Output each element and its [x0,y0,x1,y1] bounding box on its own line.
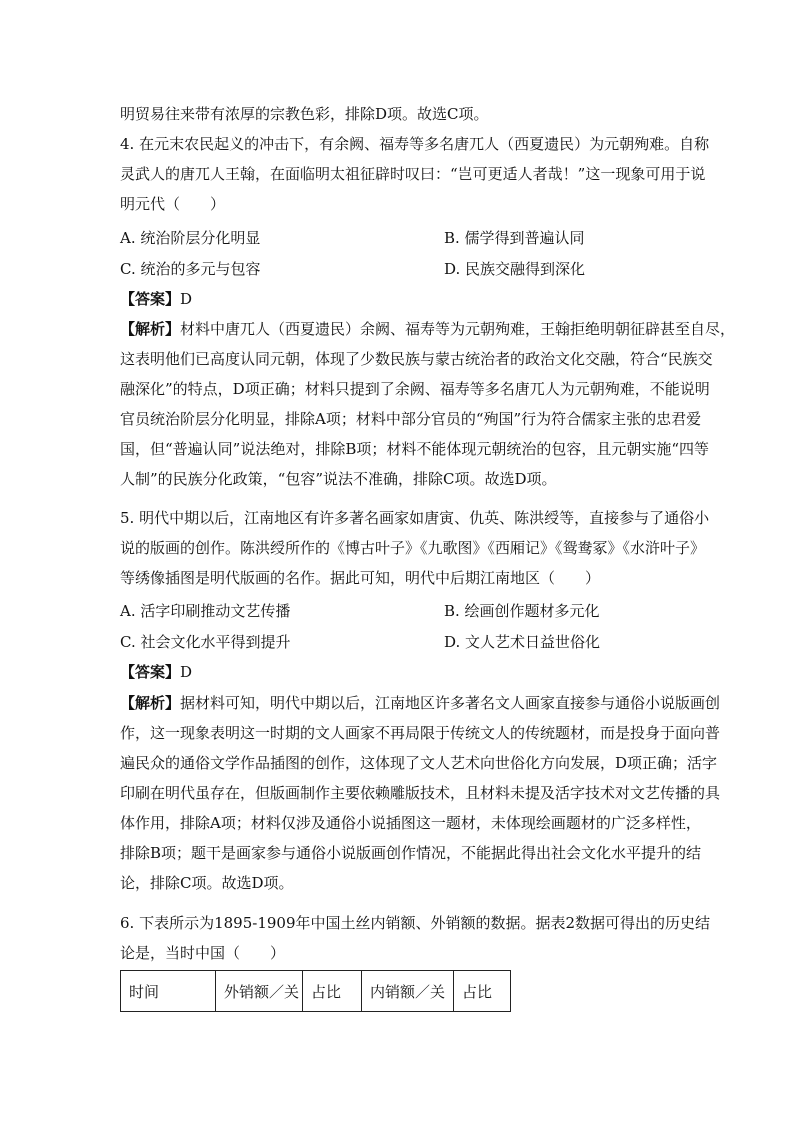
q4-option-a: A. 统治阶层分化明显 [120,229,261,247]
q5-analysis-line-7: 论，排除C项。故选D项。 [120,874,294,892]
q4-answer [120,289,192,309]
q5-analysis-line-1 [120,693,720,713]
q4-analysis-line-1 [120,319,735,339]
q5-option-a: A. 活字印刷推动文艺传播 [120,602,291,620]
q4-stem-line-3: 明元代（ ） [120,195,226,213]
q5-stem-line-3: 等绣像插图是明代版画的名作。据此可知，明代中后期江南地区（ ） [120,569,601,587]
analysis-tag: 【解析】 [120,694,181,712]
q6-stem-line-1: 6. 下表所示为1895-1909年中国土丝内销额、外销额的数据。据表2数据可得出的历史结 [120,914,711,932]
table-header-cell: 内销额／关 [362,971,454,1012]
q4-analysis-line-6: 人制”的民族分化政策，“包容”说法不准确，排除C项。故选D项。 [120,470,557,488]
q5-analysis-line-5: 体作用，排除A项；材料仅涉及通俗小说插图这一题材，未体现绘画题材的广泛多样性， [120,814,701,832]
table-header-cell: 外销额／关 [216,971,303,1012]
q5-option-b: B. 绘画创作题材多元化 [444,602,600,620]
q5-option-c: C. 社会文化水平得到提升 [120,633,291,651]
q5-answer-value: D [180,663,193,681]
q4-option-b: B. 儒学得到普遍认同 [444,229,585,247]
q5-analysis-line-6: 排除B项；题干是画家参与通俗小说版画创作情况，不能据此得出社会文化水平提升的结 [120,844,702,862]
q5-answer [120,662,192,682]
q4-analysis-line-4: 官员统治阶层分化明显，排除A项；材料中部分官员的“殉国”行为符合儒家主张的忠君爱 [120,410,702,428]
table-header-cell: 时间 [121,971,216,1012]
table-header-row [121,971,511,1012]
q5-analysis-line-4: 印刷在明代虽存在，但版画制作主要依赖雕版技术，且材料未提及活字技术对文艺传播的具 [120,784,721,802]
answer-tag: 【答案】 [120,290,181,308]
q4-analysis-line-5: 国，但“普遍认同”说法绝对，排除B项；材料不能体现元朝统治的包容，且元朝实施“四等 [120,440,710,458]
q6-data-table [120,970,511,1012]
q4-option-c: C. 统治的多元与包容 [120,260,261,278]
q4-analysis-line-3: 融深化”的特点，D项正确；材料只提到了余阙、福寿等多名唐兀人为元朝殉难，不能说明 [120,380,710,398]
q4-stem-line-1: 4. 在元末农民起义的冲击下，有余阙、福寿等多名唐兀人（西夏遗民）为元朝殉难。自称 [120,135,710,153]
q5-analysis-text: 据材料可知，明代中期以后，江南地区许多著名文人画家直接参与通俗小说版画创 [180,694,721,712]
q5-stem-line-1: 5. 明代中期以后，江南地区有许多著名画家如唐寅、仇英、陈洪绶等，直接参与了通俗小 [120,509,710,527]
q5-option-d: D. 文人艺术日益世俗化 [444,633,601,651]
answer-tag: 【答案】 [120,663,181,681]
analysis-tag: 【解析】 [120,320,181,338]
q4-stem-line-2: 灵武人的唐兀人王翰，在面临明太祖征辟时叹曰：“岂可更适人者哉！”这一现象可用于说 [120,165,706,183]
q5-analysis-line-3: 遍民众的通俗文学作品插图的创作，这体现了文人艺术向世俗化方向发展，D项正确；活字 [120,754,718,772]
q4-answer-value: D [180,290,193,308]
q5-stem-line-2: 说的版画的创作。陈洪绶所作的《博古叶子》《九歌图》《西厢记》《鸳鸯冢》《水浒叶子》 [120,539,706,557]
q5-analysis-line-2: 作，这一现象表明这一时期的文人画家不再局限于传统文人的传统题材，而是投身于面向普 [120,724,721,742]
table-header-cell: 占比 [454,971,511,1012]
q4-analysis-line-2: 这表明他们已高度认同元朝，体现了少数民族与蒙古统治者的政治文化交融，符合“民族交 [120,350,713,368]
q4-analysis-text: 材料中唐兀人（西夏遗民）余阙、福寿等为元朝殉难，王翰拒绝明朝征辟甚至自尽， [180,320,736,338]
prev-analysis-tail: 明贸易往来带有浓厚的宗教色彩，排除D项。故选C项。 [120,105,489,123]
q4-option-d: D. 民族交融得到深化 [444,260,586,278]
table-header-cell: 占比 [303,971,362,1012]
q6-stem-line-2: 论是，当时中国（ ） [120,944,286,962]
